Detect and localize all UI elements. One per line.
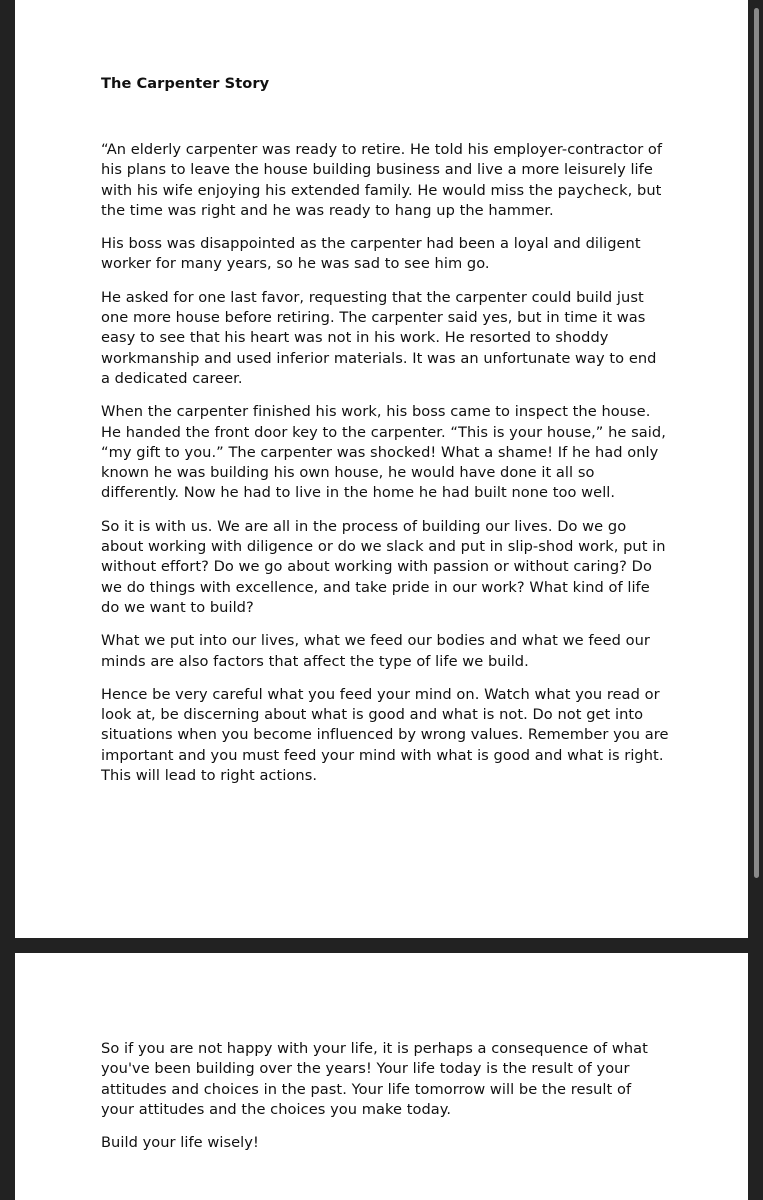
vertical-scrollbar[interactable] <box>751 0 761 1200</box>
paragraph: His boss was disappointed as the carpenter had been a loyal and diligent worker for many years, so he was sad to see him go. <box>101 235 641 273</box>
document-page-2 <box>15 953 748 1200</box>
paragraph: When the carpenter finished his work, his boss came to inspect the house. He handed the front door key to the carpenter. “This is your house,” he said, “my gift to you.” The carpenter was shocked! What a shame! If he had only known he was building his own house, he would have done it all so differently. Now he had to live in the home he had built none too well. <box>101 403 666 502</box>
paragraph: He asked for one last favor, requesting that the carpenter could build just one more house before retiring. The carpenter said yes, but in time it was easy to see that his heart was not in his work. He resorted to shoddy workmanship and used inferior materials. It was an unfortunate way to end a dedicated career. <box>101 288 657 387</box>
page-content <box>101 1039 676 1166</box>
document-page-1 <box>15 0 748 938</box>
document-title: The Carpenter Story <box>101 75 270 92</box>
scroll-thumb[interactable] <box>754 8 759 878</box>
paragraph: Hence be very careful what you feed your mind on. Watch what you read or look at, be discerning about what is good and what is not. Do not get into situations when you become influenced by wrong values. Remember you are important and you must feed your mind with what is good and what is right. This will lead to right actions. <box>101 685 669 785</box>
paragraph: So it is with us. We are all in the process of building our lives. Do we go about working with diligence or do we slack and put in slip-shod work, put in without effort? Do we go about working with passion or without caring? Do we do things with excellence, and take pride in our work? What kind of life do we want to build? <box>101 517 666 616</box>
page-content <box>101 74 676 799</box>
paragraph: “An elderly carpenter was ready to retire. He told his employer-contractor of his plans to leave the house building business and live a more leisurely life with his wife enjoying his extended family. He would miss the paycheck, but the time was right and he was ready to hang up the hammer. <box>101 141 663 219</box>
paragraph: So if you are not happy with your life, it is perhaps a consequence of what you've been building over the years! Your life today is the result of your attitudes and choices in the past. Your life tomorrow will be the result of your attitudes and the choices you make today. <box>101 1040 648 1118</box>
paragraph: Build your life wisely! <box>101 1134 259 1152</box>
paragraph: What we put into our lives, what we feed our bodies and what we feed our minds are also factors that affect the type of life we build. <box>101 632 650 670</box>
